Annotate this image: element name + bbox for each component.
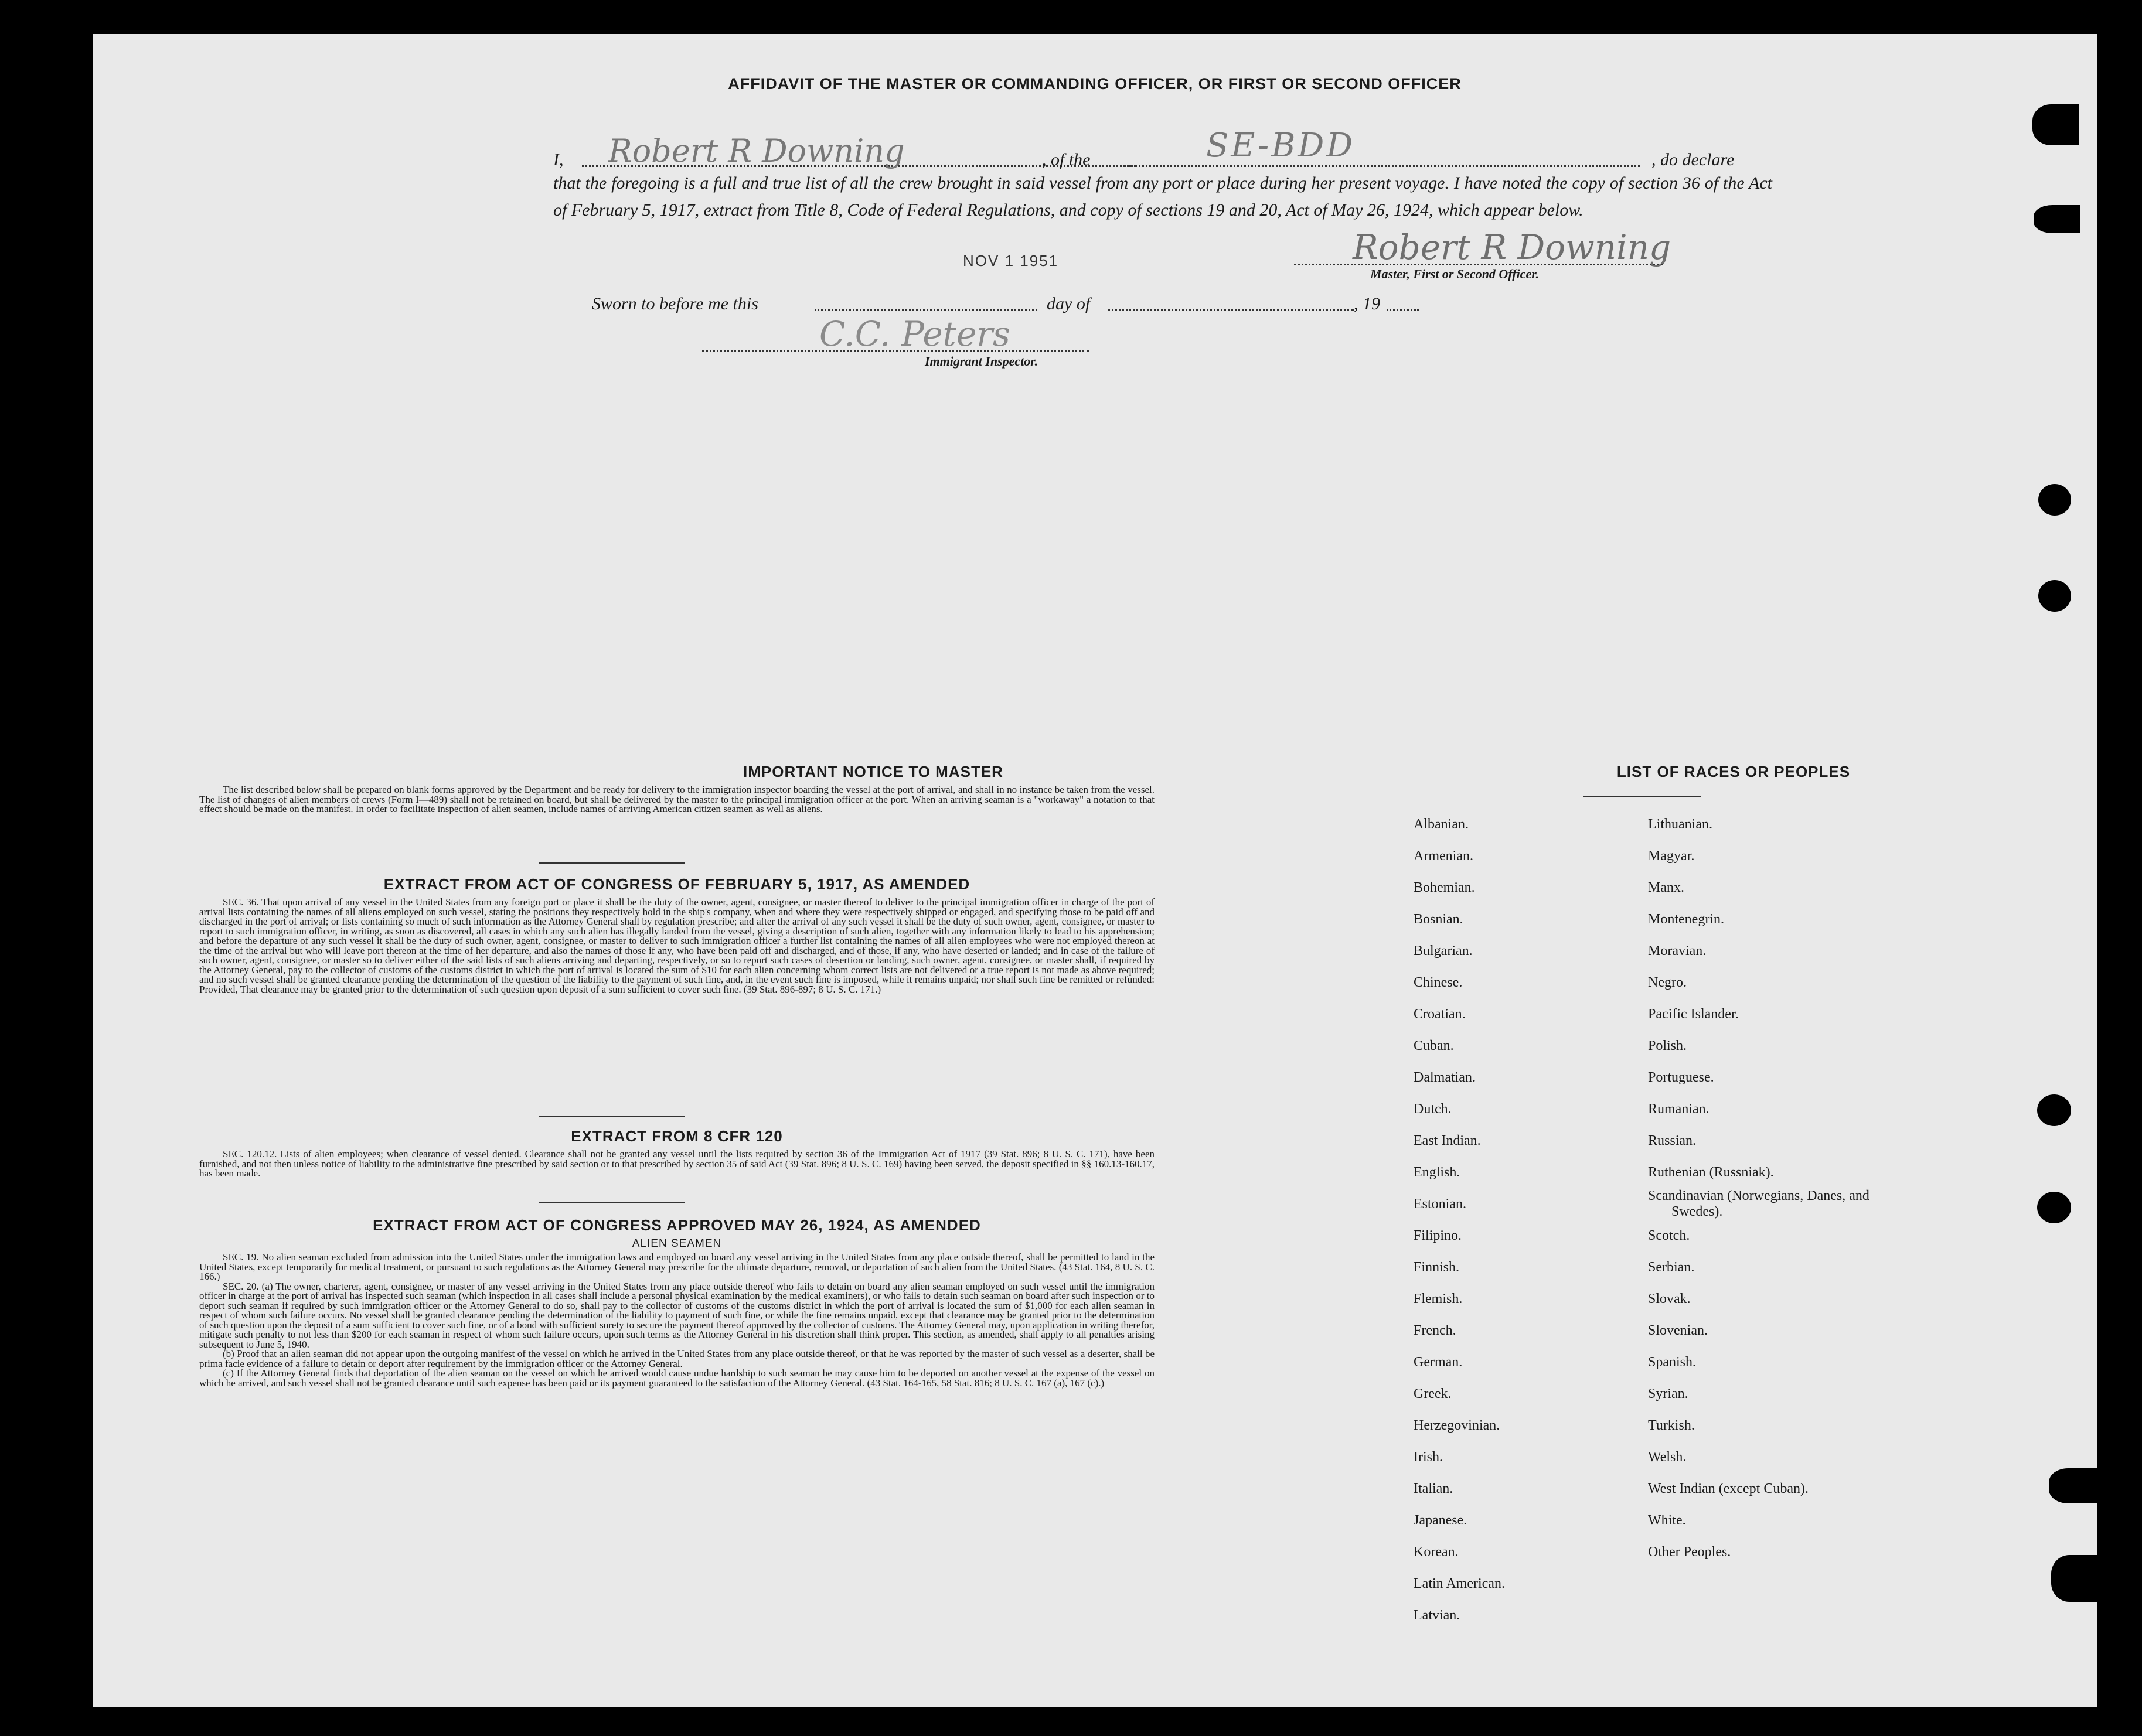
race-item: Syrian. <box>1648 1386 1688 1401</box>
race-item: Croatian. <box>1414 1007 1466 1022</box>
sworn-label: Sworn to before me this <box>592 294 758 313</box>
race-item: Dutch. <box>1414 1101 1452 1117</box>
races-column-2 <box>1648 809 1906 1568</box>
race-item: Dalmatian. <box>1414 1070 1476 1085</box>
race-item: White. <box>1648 1513 1686 1528</box>
year-prefix: , 19 <box>1354 294 1380 313</box>
notice-title: IMPORTANT NOTICE TO MASTER <box>743 763 1003 780</box>
extract-8cfr-title: EXTRACT FROM 8 CFR 120 <box>571 1127 783 1145</box>
race-item: Moravian. <box>1648 943 1707 959</box>
affidavit-title: AFFIDAVIT OF THE MASTER OR COMMANDING OFFICER, OR FIRST OR SECOND OFFICER <box>728 75 1462 93</box>
race-item: Scandinavian (Norwegians, Danes, and Swedes). <box>1648 1188 1869 1219</box>
punch-hole <box>2049 1468 2097 1503</box>
sworn-month-line <box>1108 309 1354 311</box>
race-item: Cuban. <box>1414 1038 1454 1053</box>
races-title: LIST OF RACES OR PEOPLES <box>1616 763 1851 780</box>
date-stamp: NOV 1 1951 <box>963 252 1059 270</box>
race-item: Bohemian. <box>1414 880 1475 895</box>
punch-hole <box>2034 205 2080 233</box>
race-item: Russian. <box>1648 1133 1697 1148</box>
vessel-handwritten: SE-BDD <box>1206 127 1356 165</box>
race-item: Flemish. <box>1414 1291 1463 1307</box>
sec-20a-text: SEC. 20. (a) The owner, charterer, agent, consignee, or master of any vessel arriving in the United States from any place outside thereof who fails to detain on board any alien seaman employed on such vessel until the immigration officer in charge at the port of arrival has inspected such seaman (which inspection in all cases shall include a personal physical examination by the medical examiners), or who fails to detain such seaman on board after such inspection or to deport such seaman if required by such immigration officer or the Attorney General to do so, shall pay to the collector of customs of the customs district in which the port of arrival is located the sum of $1,000 for each alien seaman in respect of whom such failure occurs. No vessel shall be granted clearance pending the determination of the liability to payment of such fine, or while the fine remains unpaid, except that clearance may be granted prior to the determination of such question upon the deposit of a sum sufficient to cover such fine, or of a bond with sufficient surety to secure the payment thereof approved by the collector of customs. The Attorney General may, upon application in writing therefor, mitigate such penalty to not less than $200 for each seaman in respect of whom such failure occurs, upon such terms as the Attorney General in his discretion shall think proper. This section, as amended, shall apply to all penalties arising subsequent to June 5, 1940. <box>199 1280 1155 1350</box>
inspector-line <box>702 350 1089 352</box>
separator <box>539 862 685 864</box>
year-line <box>1387 309 1419 311</box>
race-item: Armenian. <box>1414 848 1473 864</box>
vessel-line <box>1124 165 1640 167</box>
document-page <box>93 34 2097 1707</box>
race-item: Pacific Islander. <box>1648 1007 1739 1022</box>
race-item: Japanese. <box>1414 1513 1467 1528</box>
race-item: Spanish. <box>1648 1355 1697 1370</box>
race-item: Manx. <box>1648 880 1684 895</box>
separator <box>539 1202 685 1203</box>
race-item: Scotch. <box>1648 1228 1690 1243</box>
race-item: Ruthenian (Russniak). <box>1648 1165 1774 1180</box>
extract-1924-title: EXTRACT FROM ACT OF CONGRESS APPROVED MAY 26, 1924, AS AMENDED <box>373 1216 981 1234</box>
race-item: Finnish. <box>1414 1260 1460 1275</box>
punch-hole <box>2038 580 2071 612</box>
inspector-label: Immigrant Inspector. <box>925 354 1038 369</box>
extract-1917-title: EXTRACT FROM ACT OF CONGRESS OF FEBRUARY 5, 1917, AS AMENDED <box>383 875 970 893</box>
punch-hole <box>2037 1094 2071 1126</box>
extract-1917-text: SEC. 36. That upon arrival of any vessel in the United States from any foreign port or place it shall be the duty of the owner, agent, consignee, or master thereof to deliver to the principal immigration officer in charge of the port of arrival lists containing the names of all aliens employed on such vessel, stating the positions they respectively hold in the ship's company, when and where they were respectively shipped or engaged, and specifying those to be paid off and discharged in the port of arrival; or lists containing so much of such information as the Attorney General shall by regulation prescribe; and after the arrival of any such vessel it shall be the duty of such owner, agent, consignee, or master to report to such immigration officer, in writing, as soon as discovered, all cases in which any such alien has illegally landed from the vessel, giving a description of such alien, together with any information likely to lead to his apprehension; and before the departure of any such vessel it shall be the duty of such owner, agent, consignee, or master to deliver to such immigration officer a further list containing the names of all alien employees who were not employed thereon at the time of the arrival but who will leave port thereon at the time of her departure, and also the names of those if any, who have been paid off and discharged, and of those, if any, who have deserted or landed; and in case of the failure of such owner, agent, consignee, or master so to deliver either of the said lists of such aliens arriving and departing, respectively, or so to report such cases of desertion or landing, such owner, agent, consignee, or master shall, if required by the Attorney General, pay to the collector of customs of the customs district in which the port of arrival is located the sum of $10 for each alien concerning whom correct lists are not delivered or a true report is not made as above required; and no such vessel shall be granted clearance pending the determination of the question of the liability to the payment of such fine, and, in the event such fine is imposed, while it remains unpaid; nor shall such fine be remitted or refunded: Provided, That clearance may be granted prior to the determination of such question upon deposit of a sum sufficient to cover such fine. (39 Stat. 896-897; 8 U. S. C. 171.) <box>199 896 1155 995</box>
punch-hole <box>2037 1192 2071 1223</box>
do-declare-label: , do declare <box>1651 150 1735 169</box>
race-item: Polish. <box>1648 1038 1687 1053</box>
punch-hole <box>2051 1555 2097 1602</box>
alien-seamen-subtitle: ALIEN SEAMEN <box>632 1237 722 1250</box>
sec-20c-text: (c) If the Attorney General finds that deportation of the alien seaman on the vessel on which he arrived would cause undue hardship to such seaman he may cause him to be deported on another vessel at the expense of the vessel on which he arrived, and such vessel shall not be granted clearance until such expense has been paid or its payment guaranteed to the satisfaction of the Attorney General. (43 Stat. 164-165, 58 Stat. 816; 8 U. S. C. 167 (a), 167 (c).) <box>199 1367 1155 1389</box>
race-item: Montenegrin. <box>1648 912 1724 927</box>
race-item: Estonian. <box>1414 1196 1466 1212</box>
race-item: Welsh. <box>1648 1449 1687 1465</box>
day-of-label: day of <box>1047 294 1091 313</box>
races-separator <box>1583 796 1701 797</box>
race-item: Rumanian. <box>1648 1101 1709 1117</box>
race-item: Slovak. <box>1648 1291 1691 1307</box>
race-item: Other Peoples. <box>1648 1544 1731 1560</box>
race-item: Serbian. <box>1648 1260 1695 1275</box>
master-signature: Robert R Downing <box>1353 227 1671 267</box>
race-item: Greek. <box>1414 1386 1452 1401</box>
sec-20b-text: (b) Proof that an alien seaman did not appear upon the outgoing manifest of the vessel on which he arrived in the United States from any place outside thereof, or that he was reported by the master of such vessel as a deserter, shall be prima facie evidence of a failure to detain or deport after requirement by the immigration officer or the Attorney General. <box>199 1348 1155 1369</box>
race-item: Bosnian. <box>1414 912 1463 927</box>
race-item: Herzegovinian. <box>1414 1418 1500 1433</box>
inspector-signature: C.C. Peters <box>819 314 1010 354</box>
race-item: Filipino. <box>1414 1228 1462 1243</box>
master-name-handwritten: Robert R Downing <box>608 132 905 169</box>
race-item: Lithuanian. <box>1648 817 1712 832</box>
sworn-day-line <box>815 309 1037 311</box>
race-item: Chinese. <box>1414 975 1463 990</box>
race-item: Italian. <box>1414 1481 1453 1496</box>
punch-hole <box>2032 104 2079 145</box>
extract-1924-body <box>199 1253 1155 1388</box>
race-item: West Indian (except Cuban). <box>1648 1481 1809 1496</box>
of-the-label: , of the <box>1042 150 1091 169</box>
race-item: Negro. <box>1648 975 1687 990</box>
separator <box>539 1116 685 1117</box>
affidavit-body: that the foregoing is a full and true list of all the crew brought in said vessel from any port or place during her present voyage. I have noted the copy of section 36 of the Act of February 5, 1917, extract from Title 8, Code of Federal Regulations, and copy of sections 19 and 20, Act of May 26, 1924, which appear below. <box>553 173 1772 220</box>
race-item: Slovenian. <box>1648 1323 1708 1338</box>
race-item: Korean. <box>1414 1544 1459 1560</box>
race-item: Magyar. <box>1648 848 1695 864</box>
race-item: German. <box>1414 1355 1463 1370</box>
races-column-1 <box>1414 809 1613 1631</box>
affidavit-i: I, <box>553 150 564 169</box>
race-item: Latin American. <box>1414 1576 1505 1591</box>
race-item: Irish. <box>1414 1449 1443 1465</box>
race-item: Turkish. <box>1648 1418 1695 1433</box>
race-item: Bulgarian. <box>1414 943 1473 959</box>
sec-19-text: SEC. 19. No alien seaman excluded from admission into the United States under the immigration laws and employed on board any vessel arriving in the United States from any place outside thereof, shall be permitted to land in the United States, except temporarily for medical treatment, or pursuant to such regulations as the Attorney General may prescribe for the ultimate departure, removal, or deportation of such alien from the United States. (43 Stat. 164, 8 U. S. C. 166.) <box>199 1251 1155 1282</box>
race-item: Latvian. <box>1414 1608 1460 1623</box>
notice-text: The list described below shall be prepared on blank forms approved by the Department and be ready for delivery to the immigration inspector boarding the vessel at the port of arrival, and shall in no instance be taken from the vessel. The list of changes of alien members of crews (Form I—489) shall not be retained on board, but shall be delivered by the master to the principal immigration officer at the port. When an arriving seaman is a "workaway" a notation to that effect should be made on the manifest. In order to facilitate inspection of alien seamen, include names of arriving American citizen seamen as well as aliens. <box>199 784 1155 814</box>
extract-8cfr-text: SEC. 120.12. Lists of alien employees; when clearance of vessel denied. Clearance shall not be granted any vessel until the lists required by section 36 of the Immigration Act of 1917 (39 Stat. 896; 8 U. S. C. 171), have been furnished, and not then unless notice of liability to the administrative fine prescribed by said section or to that prescribed by section 35 of said Act (39 Stat. 896; 8 U. S. C. 169) having been served, the deposit specified in §§ 160.13-160.17, has been made. <box>199 1148 1155 1179</box>
race-item: Albanian. <box>1414 817 1469 832</box>
punch-hole <box>2038 484 2071 516</box>
signature-label: Master, First or Second Officer. <box>1370 267 1540 281</box>
race-item: Portuguese. <box>1648 1070 1714 1085</box>
race-item: English. <box>1414 1165 1460 1180</box>
race-item: East Indian. <box>1414 1133 1481 1148</box>
race-item: French. <box>1414 1323 1456 1338</box>
